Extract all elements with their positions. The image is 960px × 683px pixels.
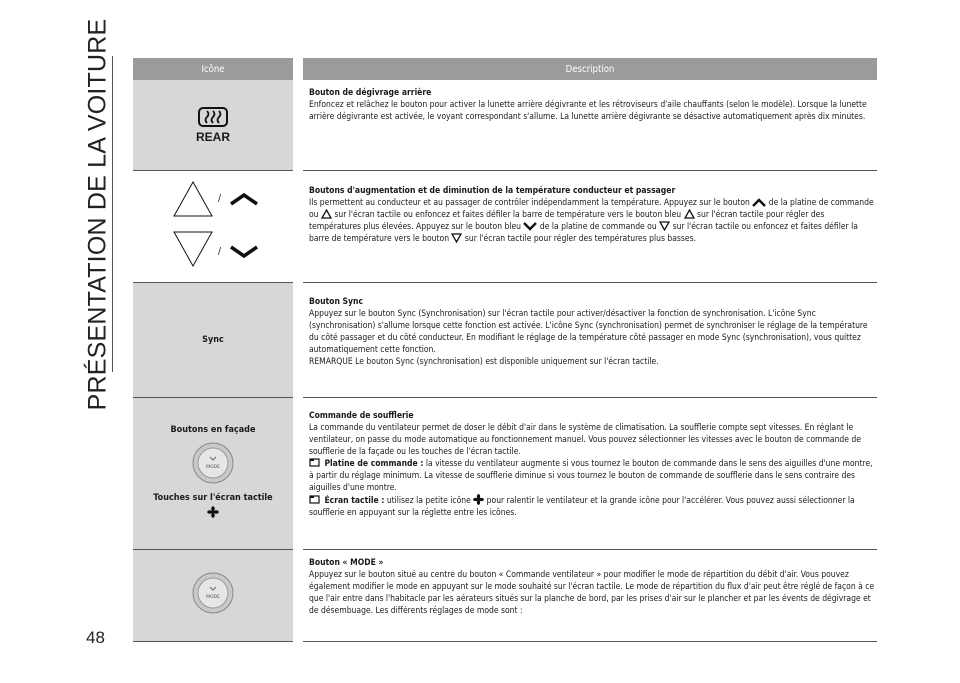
sync-icon-cell xyxy=(133,282,298,397)
svg-text:MODE: MODE xyxy=(206,595,220,600)
triangle-down-icon xyxy=(451,233,462,243)
table-row-mode xyxy=(133,549,877,641)
fan-icon-cell xyxy=(133,397,298,549)
svg-text:MODE: MODE xyxy=(206,464,220,470)
rear-defrost-icon-cell xyxy=(133,80,298,170)
mode-description xyxy=(298,549,877,641)
fan-knob-icon xyxy=(191,441,235,485)
rear-defrost-title: Bouton de dégivrage arrière xyxy=(309,88,432,98)
controls-table xyxy=(133,58,877,642)
temp-down-slash: / xyxy=(218,246,222,257)
fan-icon xyxy=(207,506,219,518)
temperature-description xyxy=(298,170,877,282)
chapter-title: PRÉSENTATION DE LA VOITURE xyxy=(83,18,112,410)
table-header xyxy=(133,58,877,80)
rear-defrost-icon xyxy=(196,106,230,128)
triangle-down-icon xyxy=(172,230,214,268)
chevron-down-icon xyxy=(523,222,537,231)
rear-defrost-text: Enfoncez et relâchez le bouton pour activer la lunette arrière dégivrante et les rétroviseurs d'aile chauffants (selon le modèle). Lorsque la lunette arrière dégivrante est activée, le voyant correspondant s'allume. La lunette arrière dégivrante se désactive automatiquement après dix minutes. xyxy=(309,100,867,122)
triangle-up-icon xyxy=(321,209,332,219)
chevron-up-icon xyxy=(752,198,766,207)
sync-text: Appuyez sur le bouton Sync (Synchronisation) sur l'écran tactile pour activer/désactiver la fonction de synchronisation. L'icône Sync (synchronisation) s'allume lorsque cette fonction est activée. L'icône Sync (synchronisation) permet de synchroniser le réglage de la température du côté passager et du côté conducteur. En modifiant le réglage de la température côté passager en mode Sync (synchronisation), vous quittez automatiquement cette fonction. xyxy=(309,308,868,355)
sync-label: Sync xyxy=(202,334,224,345)
fan-bullet-touch: Écran tactile : utilisez la petite icône pour ralentir le ventilateur et la grande icône pour l'accélérer. Vous pouvez aussi sélectionner la soufflerie en appuyant sur la réglette entre les icônes. xyxy=(309,495,855,518)
fan-bullet-panel: Platine de commande : la vitesse du ventilateur augmente si vous tournez le bouton de commande dans le sens des aiguilles d'une montre, à partir du réglage minimum. La vitesse de soufflerie diminue si vous tournez le bouton de commande de soufflerie dans le sens contraire des aiguilles d'une montre. xyxy=(309,458,873,493)
pointing-hand-icon xyxy=(309,458,320,467)
fan-title: Commande de soufflerie xyxy=(309,410,414,421)
chevron-down-icon xyxy=(228,244,260,258)
table-row-rear-defrost xyxy=(133,80,877,170)
triangle-up-icon xyxy=(172,180,214,218)
chevron-up-icon xyxy=(228,192,260,206)
chapter-rule xyxy=(112,56,113,372)
table-row-fan xyxy=(133,397,877,549)
triangle-down-icon xyxy=(659,221,670,231)
temperature-text: Ils permettent au conducteur et au passager de contrôler indépendamment la température. Appuyez sur le bouton de la platine de commande ou sur l'écran tactile ou enfoncez et faites défiler la barre de température vers le bouton bleu sur l'écran tactile pour régler des températures plus élevées. Appuyez sur le bouton bleu de la platine de commande ou sur l'écran tactile ou enfoncez et faites défiler la barre de température vers le bouton sur l'écran tactile pour régler des températures plus basses. xyxy=(309,197,874,244)
page-number: 48 xyxy=(86,628,105,647)
rear-defrost-description xyxy=(298,80,877,170)
triangle-up-icon xyxy=(684,209,695,219)
header-description: Description xyxy=(298,58,877,80)
mode-knob-icon xyxy=(191,571,235,615)
fan-icon xyxy=(473,494,484,505)
fan-description xyxy=(298,397,877,549)
table-row-sync xyxy=(133,282,877,397)
sync-note: REMARQUE Le bouton Sync (synchronisation) est disponible uniquement sur l'écran tactile. xyxy=(309,356,659,367)
mode-icon-cell xyxy=(133,549,298,641)
sync-title: Bouton Sync xyxy=(309,296,364,307)
sync-description xyxy=(298,282,877,397)
fan-touch-label: Touches sur l'écran tactile xyxy=(153,492,273,503)
mode-title: Bouton « MODE » xyxy=(309,557,384,568)
fan-front-label: Boutons en façade xyxy=(170,424,256,435)
header-icon: Icône xyxy=(133,58,298,80)
mode-text: Appuyez sur le bouton situé au centre du bouton « Commande ventilateur » pour modifier le mode de répartition du débit d'air. Vous pouvez également modifier le mode en appuyant sur le mode souhaité sur l'écran tactile. Le mode de répartition du flux d'air peut être réglé de façon à ce que l'air entre dans l'habitacle par les aérateurs situés sur la planche de bord, par les prises d'air sur le plancher et par les évents de dégivrage et de désembuage. Les différents réglages de mode sont : xyxy=(309,569,875,616)
rear-defrost-label: REAR xyxy=(195,129,230,144)
temperature-title: Boutons d'augmentation et de diminution de la température conducteur et passager xyxy=(309,185,676,196)
table-row-temperature xyxy=(133,170,877,282)
temp-up-slash: / xyxy=(218,193,222,204)
temperature-icon-cell xyxy=(133,170,298,282)
pointing-hand-icon xyxy=(309,495,320,504)
fan-text: La commande du ventilateur permet de doser le débit d'air dans le système de climatisation. La soufflerie compte sept vitesses. En réglant le ventilateur, on passe du mode automatique au fonctionnement manuel. Vous pouvez sélectionner les vitesses avec le bouton de commande de soufflerie de la façade ou les touches de l'écran tactile. xyxy=(309,422,861,457)
